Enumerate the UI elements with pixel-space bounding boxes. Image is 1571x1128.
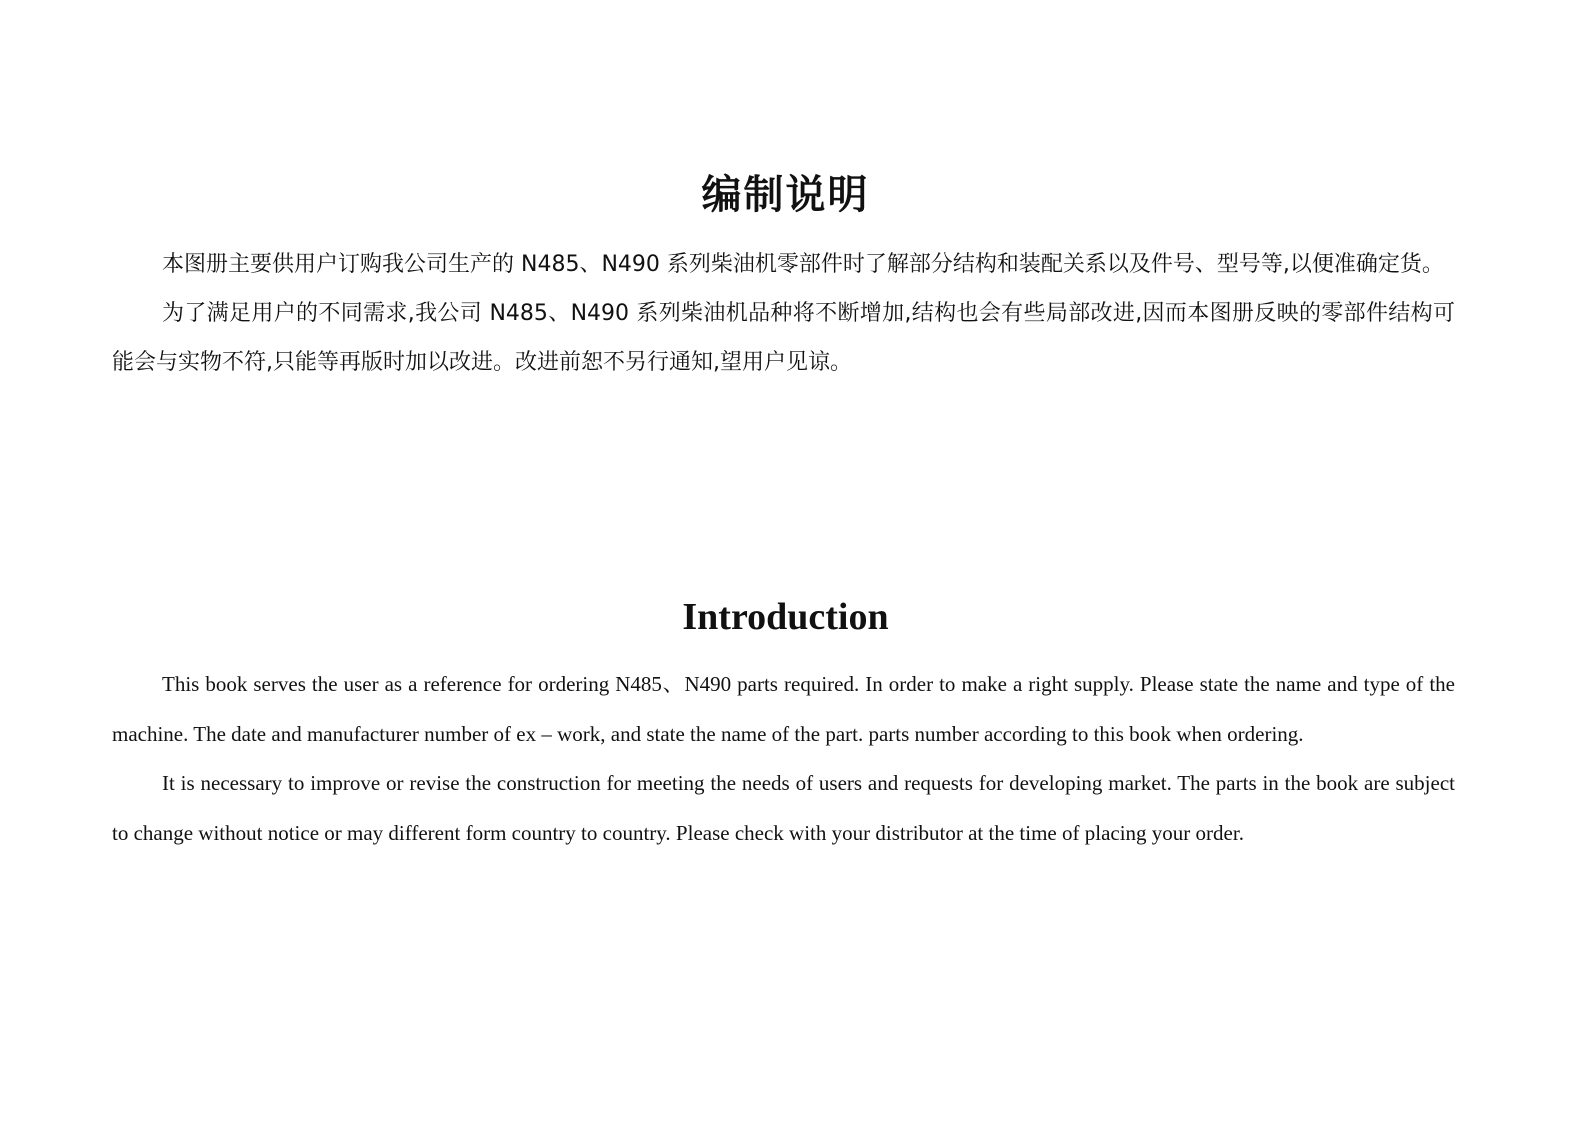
chinese-title: 编制说明 [701, 171, 870, 218]
chinese-paragraph-1: 本图册主要供用户订购我公司生产的 N485、N490 系列柴油机零部件时了解部分结构和装配关系以及件号、型号等,以便准确定货。 [162, 252, 1444, 277]
english-body [112, 660, 1455, 858]
english-paragraph-1: This book serves the user as a reference for ordering N485、N490 parts required. In order to make a right supply. Please state the name and type of the machine. The date and manufacturer number of ex – work, and state the name of the part. parts number according to this book when ordering. [112, 672, 1455, 746]
english-title: Introduction [682, 595, 889, 638]
chinese-paragraph-2: 为了满足用户的不同需求,我公司 N485、N490 系列柴油机品种将不断增加,结构也会有些局部改进,因而本图册反映的零部件结构可能会与实物不符,只能等再版时加以改进。改进前恕不另行通知,望用户见谅。 [112, 301, 1455, 375]
chinese-body [112, 240, 1455, 387]
english-paragraph-2: It is necessary to improve or revise the construction for meeting the needs of users and requests for developing market. The parts in the book are subject to change without notice or may different form country to country. Please check with your distributor at the time of placing your order. [112, 771, 1455, 845]
